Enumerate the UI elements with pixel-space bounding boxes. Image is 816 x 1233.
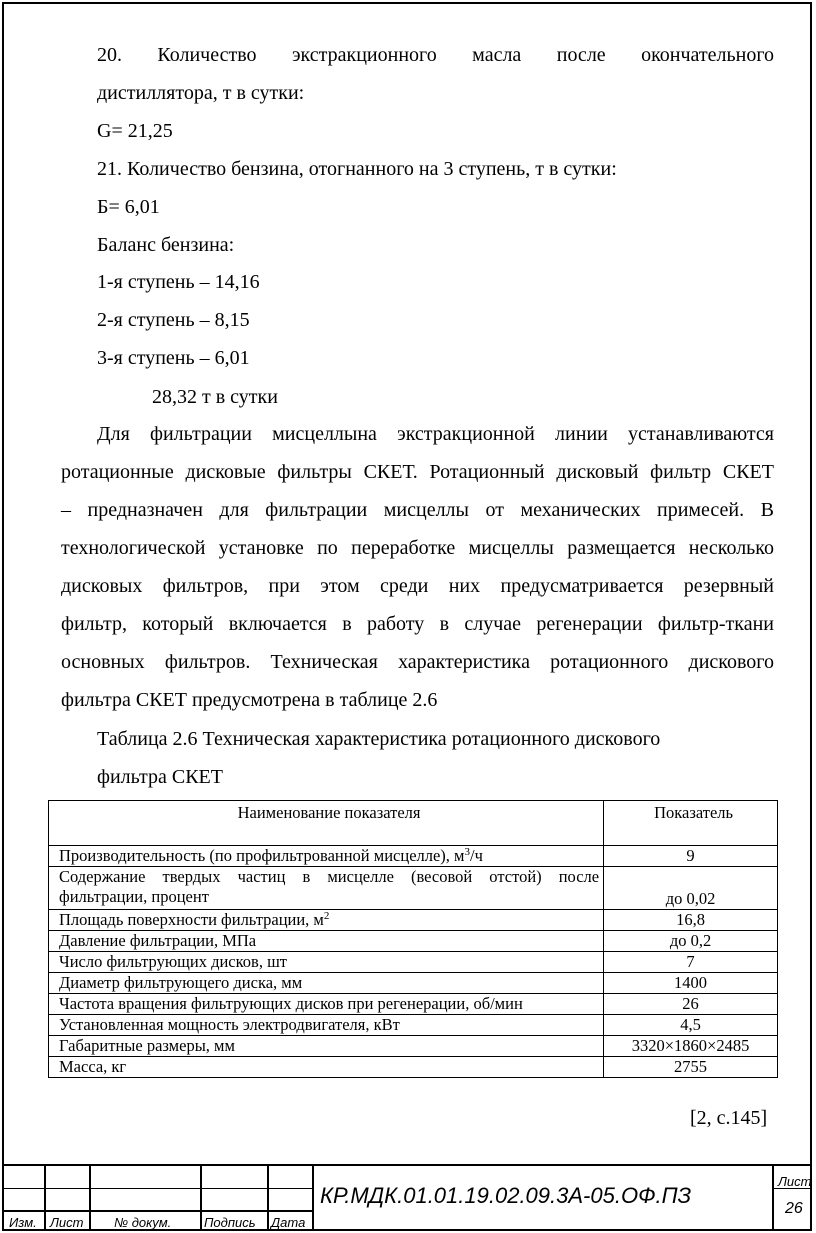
table-row	[49, 1015, 778, 1036]
stamp-divider	[44, 1166, 46, 1231]
body-line: фильтр, который включается в работу в случае регенерации фильтр-ткани	[61, 613, 774, 635]
table-row	[49, 931, 778, 952]
superscript: 2	[323, 910, 330, 922]
document-code: КР.МДК.01.01.19.02.09.3А-05.ОФ.ПЗ	[320, 1183, 692, 1208]
stamp-divider	[89, 1166, 91, 1231]
stamp-divider	[200, 1166, 202, 1231]
body-line: технологической установке по переработке мисцеллы размещается несколько	[61, 537, 774, 559]
item-20-line-2: дистиллятора, т в сутки:	[97, 82, 305, 104]
parameter-value: 1400	[604, 973, 778, 994]
table-row	[49, 973, 778, 994]
parameter-value: до 0,02	[604, 867, 778, 910]
stamp-divider	[267, 1166, 269, 1231]
word: экстракционного	[291, 44, 437, 66]
table-row	[49, 867, 778, 910]
word: 20.	[97, 44, 122, 66]
table-header-row	[49, 801, 778, 846]
sheet-number: 26	[785, 1200, 803, 1217]
table-row	[49, 910, 778, 931]
word: после	[556, 44, 606, 66]
source-reference: [2, с.145]	[690, 1107, 768, 1129]
date-label: Дата	[271, 1215, 306, 1230]
table-row	[49, 1036, 778, 1057]
parameter-value: 7	[604, 952, 778, 973]
table-row	[49, 994, 778, 1015]
stamp-divider	[772, 1166, 774, 1231]
body-line: основных фильтров. Техническая характеристика ротационного дискового	[61, 651, 774, 673]
parameter-name: Частота вращения фильтрующих дисков при регенерации, об/мин	[49, 994, 604, 1015]
item-21: 21. Количество бензина, отогнанного на 3 ступень, т в сутки:	[97, 158, 617, 180]
b-value: Б= 6,01	[97, 196, 160, 218]
signature-label: Подпись	[204, 1215, 256, 1230]
list-label: Лист	[50, 1215, 84, 1230]
name-text: Площадь поверхности фильтрации, м	[59, 910, 324, 929]
table-row	[49, 1057, 778, 1078]
tech-spec-table	[48, 800, 778, 1078]
stage-2: 2-я ступень – 8,15	[97, 309, 250, 331]
parameter-name	[49, 846, 604, 867]
parameter-name: Установленная мощность электродвигателя, кВт	[49, 1015, 604, 1036]
parameter-value: 26	[604, 994, 778, 1015]
table-row	[49, 846, 778, 867]
name-text: Производительность (по профильтрованной мисцелле), м	[59, 846, 465, 865]
parameter-name: Диаметр фильтрующего диска, мм	[49, 973, 604, 994]
body-line: дисковых фильтров, при этом среди них предусматривается резервный	[61, 575, 774, 597]
name-line: фильтрации, процент	[59, 887, 209, 906]
balance-title: Баланс бензина:	[97, 234, 235, 256]
name-line: Содержание твердых частиц в мисцелле (весовой отстой) после	[59, 867, 600, 886]
g-value: G= 21,25	[97, 120, 173, 142]
body-line-last: фильтра СКЕТ предусмотрена в таблице 2.6	[61, 689, 438, 711]
parameter-name	[49, 867, 604, 910]
title-block	[2, 1164, 812, 1233]
word: окончательного	[641, 44, 775, 66]
izm-label: Изм.	[9, 1215, 37, 1230]
table-caption: Таблица 2.6 Техническая характеристика ротационного дискового	[97, 728, 661, 750]
column-header: Наименование показателя	[49, 801, 604, 846]
parameter-value: до 0,2	[604, 931, 778, 952]
stamp-row-line	[2, 1210, 312, 1212]
table-row	[49, 952, 778, 973]
parameter-name: Габаритные размеры, мм	[49, 1036, 604, 1057]
parameter-value: 3320×1860×2485	[604, 1036, 778, 1057]
body-line: Для фильтрации мисцеллына экстракционной линии устанавливаются	[97, 423, 774, 445]
parameter-name: Масса, кг	[49, 1057, 604, 1078]
parameter-value: 16,8	[604, 910, 778, 931]
body-line: – предназначен для фильтрации мисцеллы от механических примесей. В	[61, 499, 774, 521]
sheet-label: Лист	[778, 1174, 812, 1189]
stamp-divider	[312, 1166, 314, 1231]
superscript: 3	[464, 846, 470, 858]
parameter-name: Число фильтрующих дисков, шт	[49, 952, 604, 973]
column-header: Показатель	[604, 801, 778, 846]
stage-1: 1-я ступень – 14,16	[97, 271, 260, 293]
stage-3: 3-я ступень – 6,01	[97, 347, 250, 369]
parameter-value: 9	[604, 846, 778, 867]
word: масла	[472, 44, 522, 66]
total: 28,32 т в сутки	[152, 386, 278, 408]
parameter-name: Давление фильтрации, МПа	[49, 931, 604, 952]
parameter-name	[49, 910, 604, 931]
body-line: ротационные дисковые фильтры СКЕТ. Ротационный дисковый фильтр СКЕТ	[61, 461, 774, 483]
item-20-line-1	[97, 45, 774, 65]
stamp-row-line	[2, 1188, 312, 1189]
table-caption-cont: фильтра СКЕТ	[97, 766, 223, 788]
parameter-value: 4,5	[604, 1015, 778, 1036]
parameter-value: 2755	[604, 1057, 778, 1078]
word: Количество	[157, 44, 257, 66]
unit-text: /ч	[470, 846, 483, 865]
doc-number-label: № докум.	[114, 1215, 172, 1230]
